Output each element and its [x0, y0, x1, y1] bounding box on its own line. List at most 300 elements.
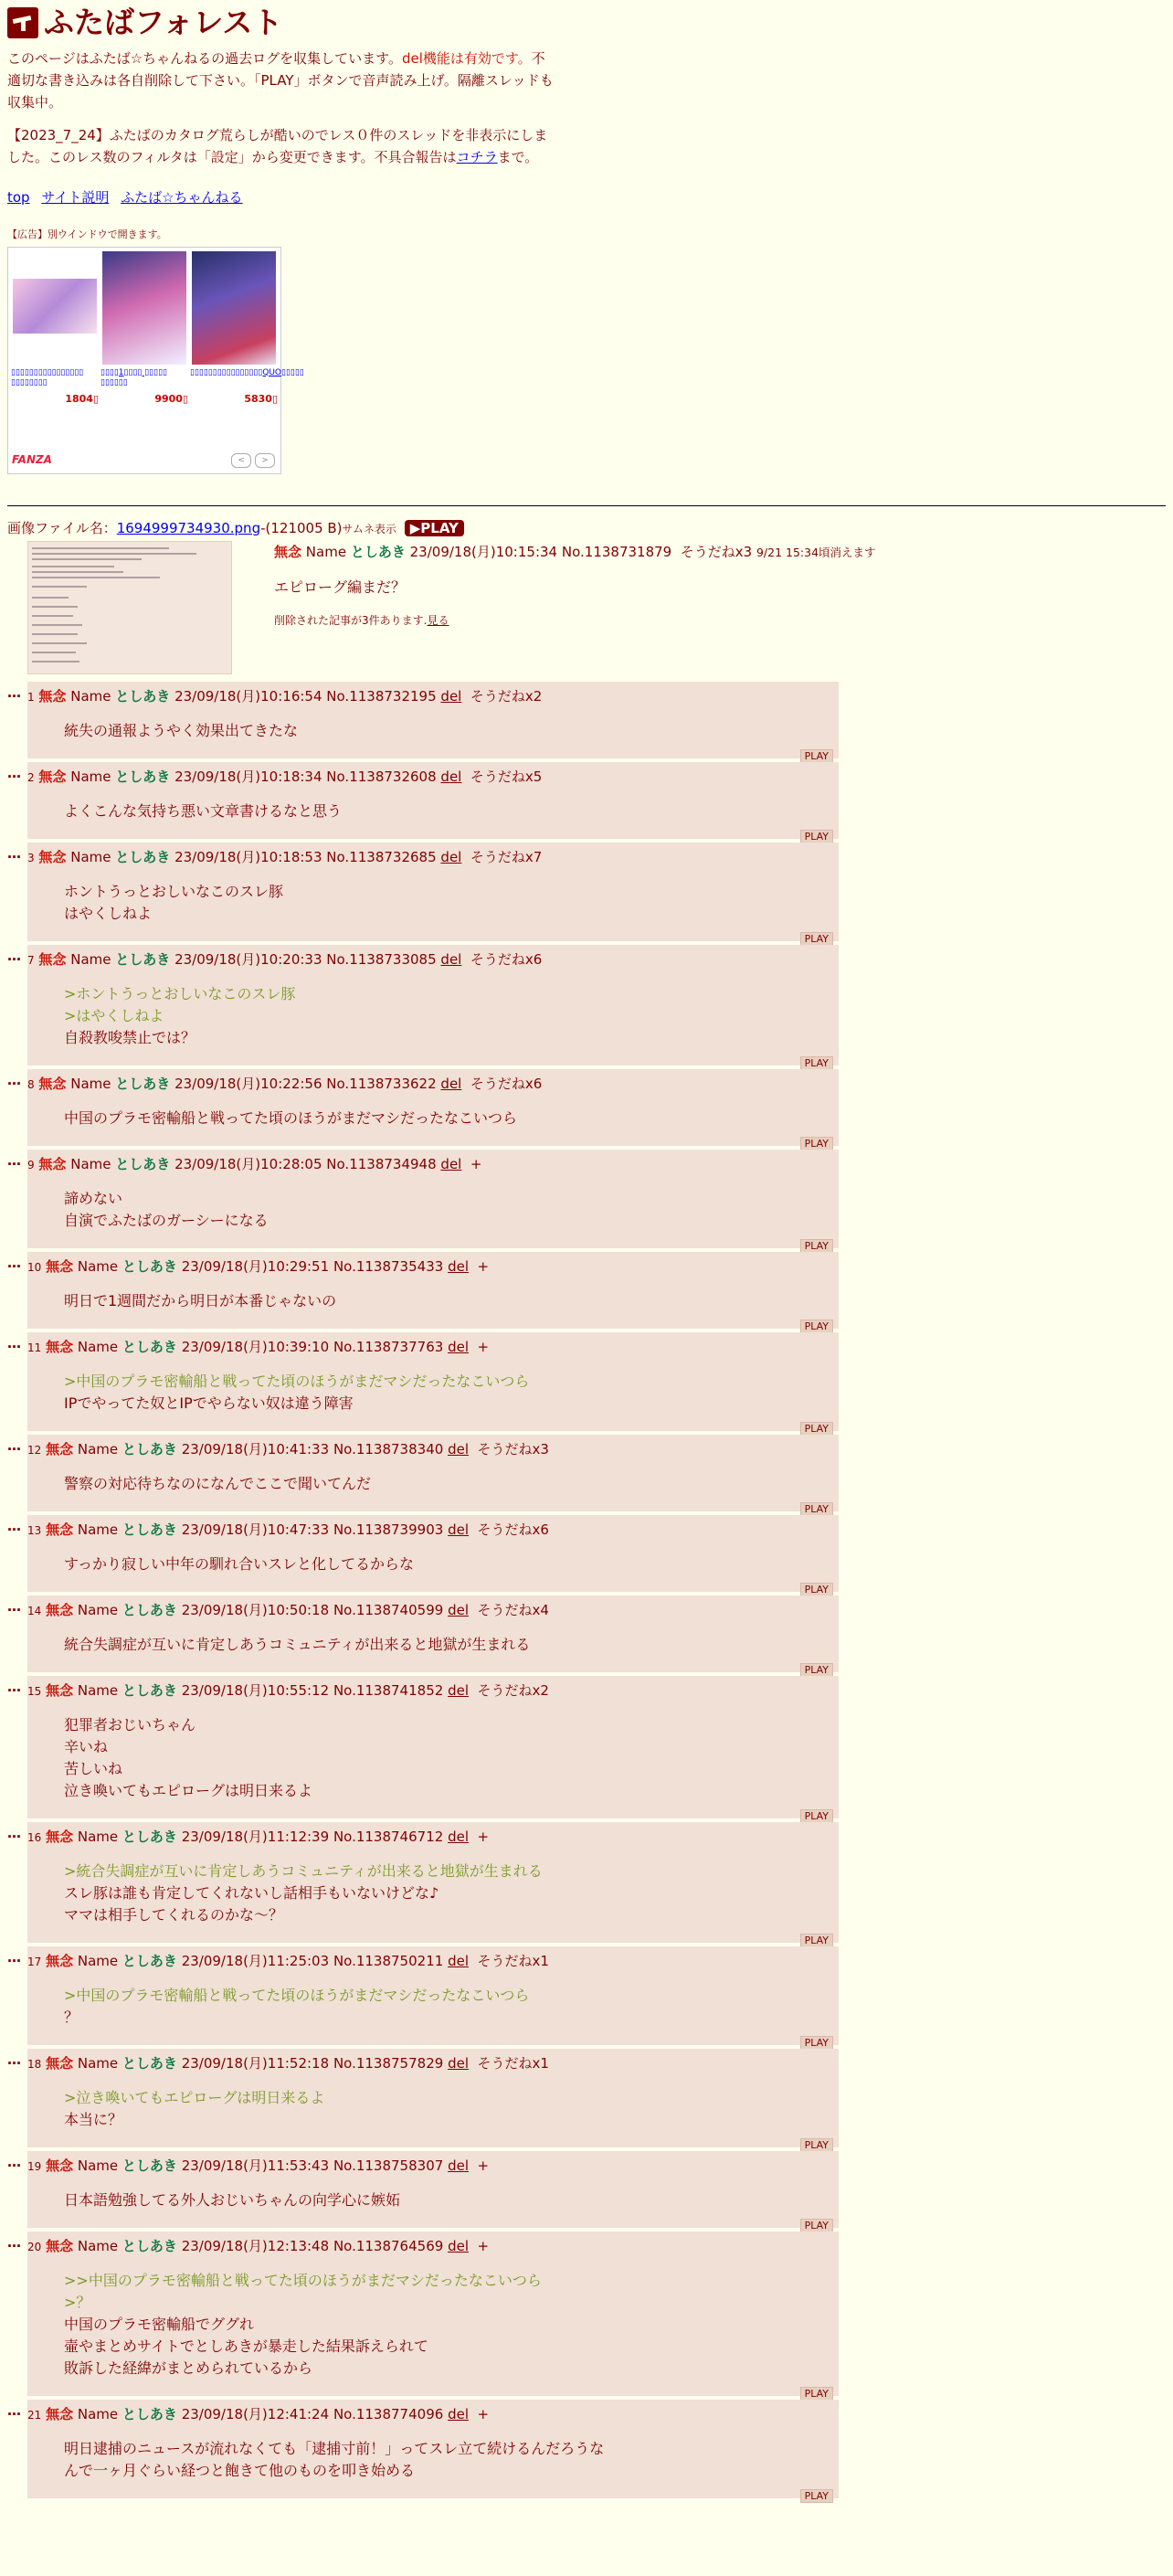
post-number[interactable]: No.1138764569 [333, 2237, 444, 2254]
reply-index: 21 [27, 2408, 42, 2422]
divider [7, 505, 1166, 506]
reply-box [27, 1595, 839, 1676]
name-label: Name [77, 1338, 119, 1355]
name-label: Name [70, 687, 111, 705]
poster-name: としあき [122, 1521, 177, 1538]
reply-menu-icon[interactable]: … [7, 844, 20, 862]
body-line: 壷やまとめサイトでとしあきが暴走した結果訴えられて [64, 2337, 428, 2355]
poster-name: としあき [350, 543, 406, 560]
play-button[interactable]: PLAY [800, 2489, 833, 2503]
ad-item[interactable] [100, 251, 188, 404]
reply-header [27, 1153, 833, 1175]
post-subject: 無念 [38, 687, 67, 705]
reply [7, 2151, 1166, 2231]
reply [7, 1252, 1166, 1332]
poster-name: としあき [115, 1075, 171, 1092]
reply-body [64, 2189, 833, 2211]
reply-body [64, 1290, 833, 1312]
reply-body [64, 2087, 833, 2131]
reply-index: 15 [27, 1684, 42, 1698]
reply-box [27, 1069, 839, 1150]
reply-index: 19 [27, 2159, 42, 2173]
del-button[interactable]: del [448, 2405, 469, 2422]
name-label: Name [77, 2157, 119, 2174]
site-info-link[interactable]: サイト説明 [41, 189, 110, 206]
del-button[interactable]: del [448, 1681, 469, 1699]
reply-menu-icon[interactable]: … [7, 1254, 20, 1271]
play-row [27, 2381, 833, 2400]
post-subject: 無念 [274, 543, 302, 560]
ad-price: 1804▯ [65, 392, 99, 405]
body-line: ？ [64, 2008, 79, 2026]
poster-name: としあき [122, 2237, 177, 2254]
ad-price: 9900▯ [154, 392, 188, 405]
poster-name: としあき [122, 1828, 177, 1845]
play-button[interactable]: PLAY [800, 2138, 833, 2152]
poster-name: としあき [115, 1155, 171, 1172]
reply-header [27, 766, 833, 788]
body-line: 諦めない [64, 1189, 123, 1207]
play-button[interactable]: PLAY [800, 2219, 833, 2232]
body-line: 自殺教唆禁止では？ [64, 1028, 196, 1046]
reply-body [64, 1371, 833, 1415]
reply-header [27, 1680, 833, 1701]
reply-menu-icon[interactable]: … [7, 1597, 20, 1615]
poster-name: としあき [115, 848, 171, 865]
post-number[interactable]: No.1138735433 [333, 1257, 444, 1275]
post-datetime: 23/09/18(月)10:41:33 [181, 1440, 330, 1458]
body-line: 本当に？ [64, 2110, 123, 2128]
play-button[interactable]: PLAY [800, 1583, 833, 1596]
play-button[interactable]: PLAY [800, 1663, 833, 1677]
post-datetime: 23/09/18(月)10:28:05 [174, 1155, 322, 1172]
op-header [274, 541, 876, 563]
page [0, 5, 1173, 2502]
play-label: PLAY [420, 519, 459, 536]
soudane-button[interactable]: そうだねx6 [470, 950, 543, 968]
post-subject: 無念 [46, 1952, 74, 1969]
poster-name: としあき [115, 950, 171, 968]
reply [7, 1435, 1166, 1515]
op-post [7, 539, 1166, 682]
reply-menu-icon[interactable]: … [7, 1071, 20, 1088]
reply-box [27, 2049, 839, 2151]
post-number[interactable]: No.1138741852 [333, 1681, 444, 1699]
reply-menu-icon[interactable]: … [7, 1948, 20, 1966]
body-line: すっかり寂しい中年の馴れ合いスレと化してるからな [64, 1554, 415, 1573]
post-datetime: 23/09/18(月)11:53:43 [181, 2157, 330, 2174]
reply-header [27, 1073, 833, 1095]
post-subject: 無念 [38, 1075, 67, 1092]
site-description [7, 48, 555, 113]
quote-line: >泣き喚いてもエピローグは明日来るよ [64, 2088, 325, 2106]
reply-list [7, 682, 1166, 2502]
post-subject: 無念 [46, 1257, 74, 1275]
ad-price: 5830▯ [244, 392, 278, 405]
post-datetime: 23/09/18(月)12:41:24 [181, 2405, 330, 2422]
show-deleted-link[interactable]: 見る [427, 613, 449, 627]
name-label: Name [77, 2237, 119, 2254]
body-line: 明日逮捕のニュースが流れなくても「逮捕寸前！」ってスレ立て続けるんだろうな [64, 2439, 605, 2457]
soudane-button[interactable]: + [477, 2237, 490, 2254]
soudane-button[interactable]: そうだねx6 [477, 1521, 549, 1538]
top-link[interactable]: top [7, 189, 30, 206]
reply-index: 16 [27, 1830, 42, 1844]
post-number[interactable]: No.1138732608 [326, 768, 437, 785]
reply-index: 8 [27, 1077, 35, 1091]
soudane-button[interactable]: そうだねx1 [477, 1952, 549, 1969]
body-line: ママは相手してくれるのかな～？ [64, 1905, 284, 1924]
post-datetime: 23/09/18(月)10:22:56 [174, 1075, 322, 1092]
name-label: Name [77, 1828, 119, 1845]
reply-menu-icon[interactable]: … [7, 684, 20, 701]
reply [7, 2231, 1166, 2400]
play-row [27, 2030, 833, 2049]
reply-index: 7 [27, 953, 35, 967]
reply [7, 1150, 1166, 1252]
ad-link[interactable]: ▯▯▯▯1▯▯▯▯ ▯▯▯▯▯ ▯▯▯▯▯▯ [100, 367, 167, 387]
reply [7, 1069, 1166, 1150]
post-number[interactable]: No.1138739903 [333, 1521, 444, 1538]
name-label: Name [77, 1257, 119, 1275]
fanza-logo[interactable]: FANZA [12, 453, 52, 467]
body-line: 中国のプラモ密輸船と戦ってた頃のほうがまだマシだったなこいつら [64, 1108, 518, 1127]
reply-index: 2 [27, 770, 35, 784]
post-number[interactable]: No.1138774096 [333, 2405, 444, 2422]
post-subject: 無念 [38, 768, 67, 785]
ad-image[interactable] [102, 251, 186, 365]
post-datetime: 23/09/18(月)11:52:18 [181, 2054, 330, 2072]
post-subject: 無念 [46, 1828, 74, 1845]
reply-box [27, 1946, 839, 2049]
name-label: Name [305, 543, 347, 560]
reply-header [27, 1256, 833, 1277]
reply-index: 10 [27, 1260, 42, 1274]
play-row [27, 1497, 833, 1515]
body-line: ホントうっとおしいなこのスレ豚 [64, 882, 284, 900]
reply-header [27, 2052, 833, 2074]
reply-index: 9 [27, 1158, 35, 1171]
play-button[interactable]: PLAY [800, 2036, 833, 2050]
post-datetime: 23/09/18(月)11:25:03 [181, 1952, 330, 1969]
reply-menu-icon[interactable]: … [7, 1436, 20, 1454]
reply-body [64, 1473, 833, 1495]
body-line: 辛いね [64, 1737, 109, 1755]
futaba-link[interactable]: ふたば☆ちゃんねる [121, 189, 243, 206]
reply-body [64, 1553, 833, 1575]
reply-index: 14 [27, 1604, 42, 1617]
body-line: 日本語勉強してる外人おじいちゃんの向学心に嫉妬 [64, 2190, 401, 2209]
play-row [27, 1804, 833, 1822]
ad-prev-button[interactable]: < [231, 453, 251, 468]
body-line: 苦しいね [64, 1759, 123, 1777]
play-row [27, 1416, 833, 1435]
name-label: Name [70, 1155, 111, 1172]
del-button[interactable]: del [440, 687, 462, 705]
reply-body [64, 1714, 833, 1802]
post-datetime: 23/09/18(月)10:39:10 [181, 1338, 330, 1355]
op-file-line [7, 517, 1166, 539]
reply-menu-icon[interactable]: … [7, 1151, 20, 1169]
ad-label: 【広告】別ウインドウで開きます。 [7, 228, 167, 240]
soudane-button[interactable]: そうだねx5 [470, 768, 543, 785]
ad-item[interactable] [190, 251, 304, 405]
poster-name: としあき [115, 768, 171, 785]
play-row [27, 1051, 833, 1069]
name-label: Name [70, 848, 111, 865]
reply-header [27, 1438, 833, 1460]
post-datetime: 23/09/18(月)10:50:18 [181, 1601, 330, 1618]
quote-line: >？ [64, 2293, 91, 2311]
ad-image[interactable] [192, 251, 276, 365]
reply-menu-icon[interactable]: … [7, 2233, 20, 2251]
play-button[interactable]: PLAY [800, 1320, 833, 1333]
reply-menu-icon[interactable]: … [7, 2051, 20, 2068]
play-button[interactable]: PLAY [800, 1809, 833, 1823]
name-label: Name [70, 950, 111, 968]
reply-body [64, 1860, 833, 1926]
soudane-button[interactable]: そうだねx2 [470, 687, 543, 705]
del-button[interactable]: del [448, 1440, 469, 1458]
reply [7, 945, 1166, 1069]
deleted-text: 削除された記事が3件あります. [274, 613, 428, 627]
play-row [27, 2484, 833, 2502]
op-thumbnail[interactable] [27, 541, 232, 674]
reply-menu-icon[interactable]: … [7, 947, 20, 964]
soudane-button[interactable]: + [477, 1338, 490, 1355]
notice-end: まで。 [497, 149, 539, 165]
post-number[interactable]: No.1138758307 [333, 2157, 444, 2174]
soudane-button[interactable]: + [470, 1155, 482, 1172]
play-row [27, 1314, 833, 1332]
del-button[interactable]: del [448, 2157, 469, 2174]
play-button[interactable]: PLAY [800, 1422, 833, 1436]
reply-index: 13 [27, 1523, 42, 1537]
del-button[interactable]: del [448, 1952, 469, 1969]
quote-line: >統合失調症が互いに肯定しあうコミュニティが出来ると地獄が生まれる [64, 1861, 543, 1880]
post-datetime: 23/09/18(月)10:20:33 [174, 950, 322, 968]
op-play-button[interactable]: ▶PLAY [405, 520, 464, 536]
post-datetime: 23/09/18(月)11:12:39 [181, 1828, 330, 1845]
post-number[interactable]: No.1138737763 [333, 1338, 444, 1355]
reply-box [27, 682, 839, 762]
play-button[interactable]: PLAY [800, 2387, 833, 2401]
del-notice: del機能は有効です。 [401, 50, 532, 67]
play-button[interactable]: PLAY [800, 932, 833, 946]
body-line: スレ豚は誰も肯定してくれないし話相手もいないけどな♪ [64, 1883, 439, 1902]
reply-body [64, 2438, 833, 2482]
poster-name: としあき [122, 2157, 177, 2174]
del-button[interactable]: del [448, 1257, 469, 1275]
soudane-button[interactable]: そうだねx6 [470, 1075, 543, 1092]
ad-next-button[interactable]: > [255, 453, 275, 468]
reply [7, 1515, 1166, 1595]
reply-box [27, 2231, 839, 2400]
body-line: 自演でふたばのガーシーになる [64, 1211, 269, 1229]
reply [7, 1676, 1166, 1822]
del-button[interactable]: del [440, 1155, 462, 1172]
post-number[interactable]: No.1138733622 [326, 1075, 437, 1092]
post-number[interactable]: No.1138746712 [333, 1828, 444, 1845]
reply-box [27, 843, 839, 945]
del-button[interactable]: del [440, 1075, 462, 1092]
description-text: このページはふたば☆ちゃんねるの過去ログを収集しています。 [7, 50, 402, 67]
reply [7, 762, 1166, 843]
reply-menu-icon[interactable]: … [7, 1678, 20, 1695]
site-header [7, 5, 1166, 40]
soudane-button[interactable]: そうだねx7 [470, 848, 543, 865]
notice-text: 【2023_7_24】ふたばのカタログ荒らしが酷いのでレス０件のスレッドを非表示にしました。このレス数のフィルタは「設定」から変更できます。不具合報告は [7, 127, 548, 165]
reply-header [27, 2155, 833, 2177]
del-button[interactable]: del [448, 1601, 469, 1618]
name-label: Name [77, 1952, 119, 1969]
poster-name: としあき [122, 1338, 177, 1355]
name-label: Name [77, 1521, 119, 1538]
soudane-button[interactable]: + [477, 1257, 490, 1275]
reply-header [27, 2235, 833, 2257]
report-link[interactable]: コチラ [456, 149, 498, 165]
post-subject: 無念 [46, 1601, 74, 1618]
poster-name: としあき [122, 2054, 177, 2072]
body-line: 統失の通報ようやく効果出てきたな [64, 721, 299, 739]
poster-name: としあき [122, 1952, 177, 1969]
soudane-button[interactable]: そうだねx1 [477, 2054, 549, 2072]
post-subject: 無念 [38, 950, 67, 968]
post-number[interactable]: No.1138734948 [326, 1155, 437, 1172]
nav-links [7, 186, 1166, 208]
play-button[interactable]: PLAY [800, 1934, 833, 1947]
play-button[interactable]: PLAY [800, 749, 833, 763]
quote-line: >ホントうっとおしいなこのスレ豚 [64, 984, 296, 1002]
reply-header [27, 846, 833, 868]
soudane-button[interactable]: そうだねx3 [477, 1440, 549, 1458]
site-logo-icon[interactable] [7, 7, 38, 38]
body-line: IPでやってた奴とIPでやらない奴は違う障害 [64, 1394, 354, 1412]
reply [7, 2049, 1166, 2151]
poster-name: としあき [115, 687, 171, 705]
thumb-toggle[interactable]: サムネ表示 [342, 522, 396, 535]
ad-link[interactable]: ▯▯▯▯▯▯▯▯▯▯▯▯▯▯▯▯QUO▯▯▯▯▯ [190, 367, 304, 377]
post-datetime: 23/09/18(月)10:47:33 [181, 1521, 330, 1538]
name-label: Name [70, 1075, 111, 1092]
post-datetime: 23/09/18(月)12:13:48 [181, 2237, 330, 2254]
name-label: Name [77, 2405, 119, 2422]
body-line: 泣き喚いてもエピローグは明日来るよ [64, 1781, 313, 1799]
reply [7, 843, 1166, 945]
soudane-button[interactable]: そうだねx2 [477, 1681, 549, 1699]
file-size: -(121005 B) [260, 519, 343, 536]
body-line: 犯罪者おじいちゃん [64, 1715, 196, 1733]
play-row [27, 1234, 833, 1252]
post-number[interactable]: No.1138740599 [333, 1601, 444, 1618]
play-button[interactable]: PLAY [800, 1137, 833, 1150]
del-button[interactable]: del [440, 848, 462, 865]
reply-box [27, 1822, 839, 1946]
reply-menu-icon[interactable]: … [7, 1334, 20, 1352]
ad-link[interactable]: ▯▯▯▯▯▯▯▯▯▯▯▯▯▯▯▯ ▯▯▯▯▯▯▯▯ [11, 367, 84, 387]
del-button[interactable]: del [448, 2054, 469, 2072]
image-file-link[interactable]: 1694999734930.png [116, 519, 261, 536]
post-number[interactable]: No.1138738340 [333, 1440, 444, 1458]
reply-menu-icon[interactable]: … [7, 1824, 20, 1841]
reply [7, 2400, 1166, 2502]
post-datetime: 23/09/18(月)10:29:51 [181, 1257, 330, 1275]
ad-widget [7, 247, 304, 474]
body-line: 統合失調症が互いに肯定しあうコミュニティが出来ると地獄が生まれる [64, 1635, 531, 1653]
play-button[interactable]: PLAY [800, 1239, 833, 1253]
play-row [27, 1658, 833, 1676]
soudane-button[interactable]: そうだねx3 [680, 543, 753, 560]
post-datetime: 23/09/18(月)10:15:34 [409, 543, 558, 560]
poster-name: としあき [122, 1601, 177, 1618]
reply-header [27, 1826, 833, 1848]
post-number[interactable]: No.1138757829 [333, 2054, 444, 2072]
play-button[interactable]: PLAY [800, 1502, 833, 1516]
poster-name: としあき [122, 1440, 177, 1458]
del-button[interactable]: del [440, 768, 462, 785]
reply-body [64, 800, 833, 822]
reply [7, 1332, 1166, 1435]
post-number[interactable]: No.1138733085 [326, 950, 437, 968]
post-number[interactable]: No.1138731879 [561, 543, 672, 560]
reply-box [27, 2151, 839, 2231]
play-button[interactable]: PLAY [800, 1056, 833, 1070]
reply-header [27, 1336, 833, 1358]
reply-menu-icon[interactable]: … [7, 2401, 20, 2419]
post-datetime: 23/09/18(月)10:18:34 [174, 768, 322, 785]
play-row [27, 2133, 833, 2151]
quote-line: >中国のプラモ密輸船と戦ってた頃のほうがまだマシだったなこいつら [64, 1372, 530, 1390]
soudane-button[interactable]: + [477, 2405, 490, 2422]
post-number[interactable]: No.1138732195 [326, 687, 437, 705]
soudane-button[interactable]: + [477, 2157, 490, 2174]
reply [7, 682, 1166, 762]
del-button[interactable]: del [448, 1828, 469, 1845]
post-subject: 無念 [46, 2054, 74, 2072]
ad-image[interactable] [13, 279, 97, 334]
del-button[interactable]: del [448, 1521, 469, 1538]
post-subject: 無念 [46, 1521, 74, 1538]
body-line: 明日で1週間だから明日が本番じゃないの [64, 1291, 337, 1309]
play-button[interactable]: PLAY [800, 830, 833, 843]
body-line: 敗訴した経緯がまとめられているから [64, 2359, 313, 2377]
ad-item[interactable] [11, 251, 99, 404]
quote-line: >中国のプラモ密輸船と戦ってた頃のほうがまだマシだったなこいつら [64, 1986, 530, 2004]
reply-menu-icon[interactable]: … [7, 2153, 20, 2170]
post-datetime: 23/09/18(月)10:55:12 [181, 1681, 330, 1699]
reply-menu-icon[interactable]: … [7, 1517, 20, 1534]
del-button[interactable]: del [448, 1338, 469, 1355]
reply-body [64, 881, 833, 925]
site-title: ふたばフォレスト [44, 5, 283, 40]
play-row [27, 1577, 833, 1595]
op-body: エピローグ編まだ？ [274, 578, 407, 596]
reply-box [27, 945, 839, 1069]
del-button[interactable]: del [440, 950, 462, 968]
reply-menu-icon[interactable]: … [7, 764, 20, 781]
reply-header [27, 1519, 833, 1541]
post-datetime: 23/09/18(月)10:16:54 [174, 687, 322, 705]
del-button[interactable]: del [448, 2237, 469, 2254]
soudane-button[interactable]: + [477, 1828, 490, 1845]
post-subject: 無念 [46, 1681, 74, 1699]
post-number[interactable]: No.1138732685 [326, 848, 437, 865]
reply-body [64, 720, 833, 742]
play-row [27, 927, 833, 945]
play-row [27, 1928, 833, 1946]
post-number[interactable]: No.1138750211 [333, 1952, 444, 1969]
soudane-button[interactable]: そうだねx4 [477, 1601, 549, 1618]
